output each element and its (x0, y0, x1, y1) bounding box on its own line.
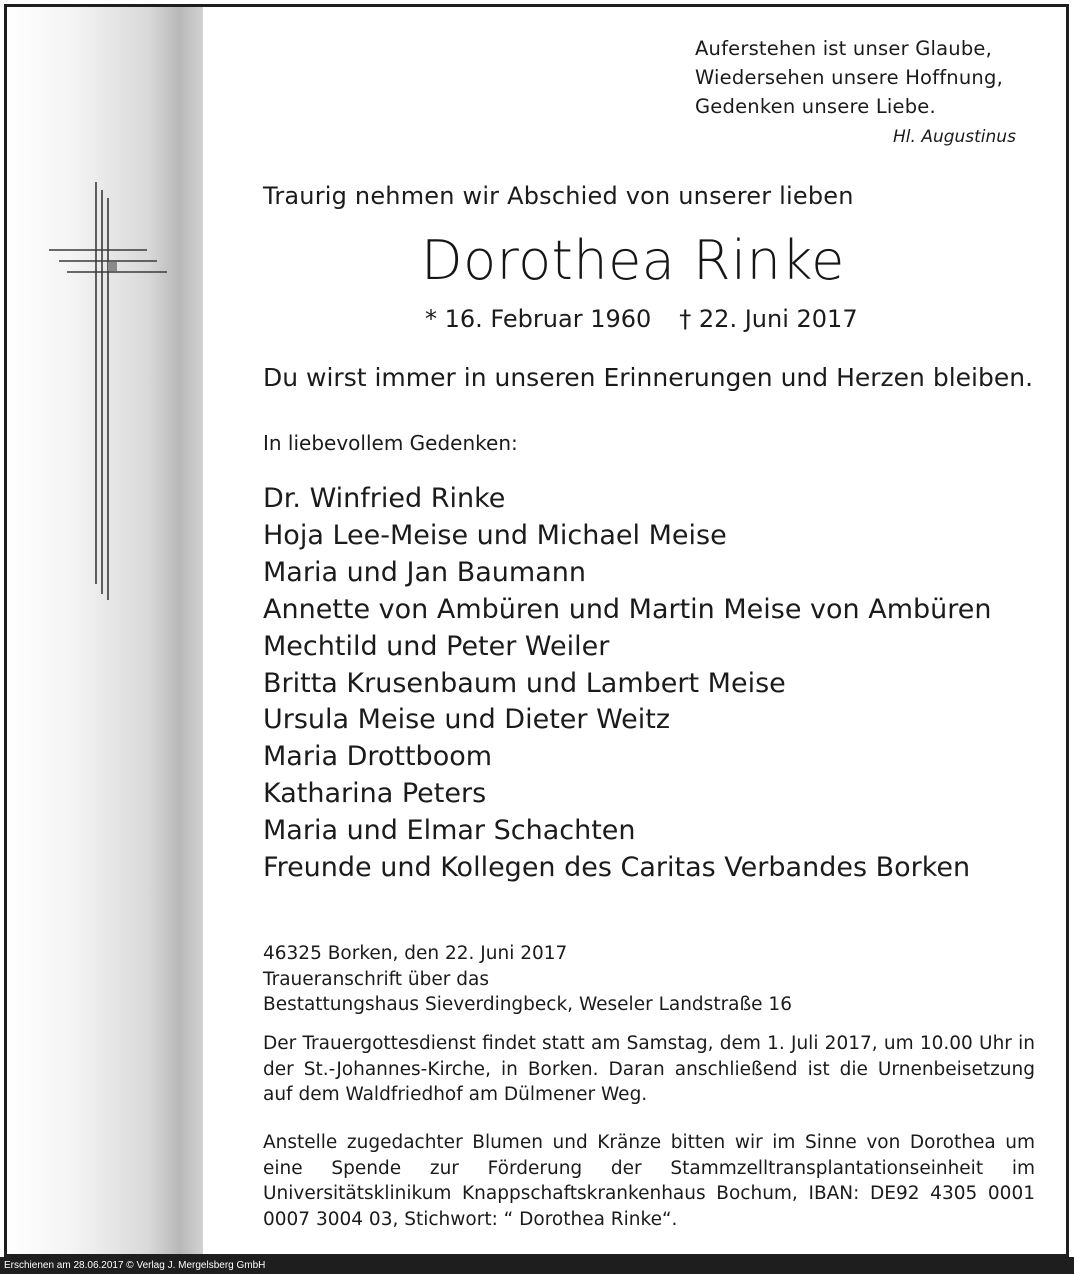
deceased-name: Dorothea Rinke (421, 229, 845, 292)
motto-line: Auferstehen ist unser Glaube, (695, 37, 993, 60)
list-item: Maria und Elmar Schachten (263, 815, 636, 847)
motto-line: Gedenken unsere Liebe. (695, 95, 936, 118)
list-item: Freunde und Kollegen des Caritas Verbandes Borken (263, 852, 971, 884)
list-item: Maria und Jan Baumann (263, 556, 586, 588)
place-date: 46325 Borken, den 22. Juni 2017 (263, 943, 568, 964)
list-item: Britta Krusenbaum und Lambert Meise (263, 667, 786, 699)
donation-request: Anstelle zugedachter Blumen und Kränze bitten wir im Sinne von Dorothea um eine Spende zur Förderung der Stammzelltransplantationseinheit im Universitätsklinikum Knappschaftskrankenhaus Bochum, IBAN: DE92 4305 0001 0007 3004 03, Stichwort: “ Dorothea Rinke“. (263, 1132, 1035, 1230)
memory-heading: In liebevollem Gedenken: (263, 431, 518, 455)
motto-verse (695, 34, 1003, 121)
birth-date: * 16. Februar 1960 (425, 305, 652, 333)
list-item: Ursula Meise und Dieter Weitz (263, 704, 671, 736)
address-line: Traueranschrift über das (263, 968, 489, 990)
list-item: Dr. Winfried Rinke (263, 483, 506, 514)
notice-intro: Traurig nehmen wir Abschied von unserer lieben (263, 182, 854, 210)
list-item: Mechtild und Peter Weiler (263, 630, 610, 662)
obituary-notice (4, 4, 1069, 1257)
list-item: Annette von Ambüren und Martin Meise von Ambüren (263, 593, 992, 625)
death-date: † 22. Juni 2017 (679, 305, 858, 333)
life-dates (425, 305, 858, 333)
list-item: Maria Drottboom (263, 741, 493, 773)
address-line: Bestattungshaus Sieverdingbeck, Weseler Landstraße 16 (263, 994, 792, 1015)
cross-icon (45, 182, 171, 602)
mourners-list (263, 481, 992, 887)
memorial-quote: Du wirst immer in unseren Erinnerungen und Herzen bleiben. (263, 363, 1034, 392)
service-info: Der Trauergottesdienst findet statt am Samstag, dem 1. Juli 2017, um 10.00 Uhr in der St.-Johannes-Kirche, in Borken. Daran anschließend ist die Urnenbeisetzung auf dem Waldfriedhof am Dülmener Weg. (263, 1033, 1035, 1105)
publication-footer: Erschienen am 28.06.2017 © Verlag J. Mergelsberg GmbH (0, 1257, 1074, 1274)
motto-author: Hl. Augustinus (893, 127, 1016, 147)
list-item: Katharina Peters (263, 778, 487, 810)
list-item: Hoja Lee-Meise und Michael Meise (263, 519, 727, 551)
motto-line: Wiedersehen unsere Hoffnung, (695, 66, 1003, 89)
mourning-address (263, 941, 792, 1018)
